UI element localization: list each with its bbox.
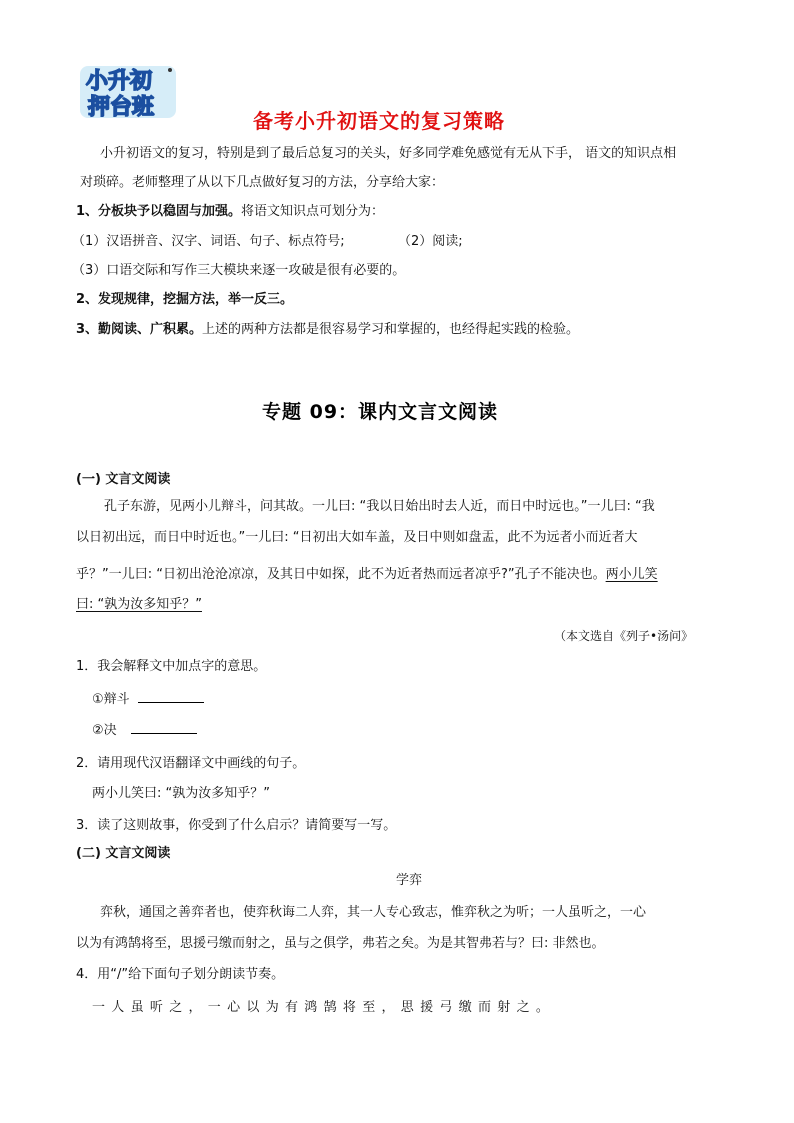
question-1-item-a-label: ①辩斗 <box>92 692 130 707</box>
question-4: 4．用“/”给下面句子划分朗读节奏。 <box>76 967 285 982</box>
part2-text-line-2: 以为有鸿鹄将至，思援弓缴而射之，虽与之俱学，弗若之矣。为是其智弗若与？曰: 非然也。 <box>76 936 605 951</box>
strategy-1 <box>76 202 384 222</box>
part1-underlined-b: 曰: “孰为汝多知乎？” <box>76 597 202 612</box>
question-1-item-b-label: ②决 <box>92 723 117 738</box>
logo-graphic <box>78 62 188 122</box>
part1-text-line-2: 以日初出远，而日中时近也。”一儿曰: “日初出大如车盖，及日中则如盘盂，此不为远者小而近者大 <box>76 530 638 545</box>
strategy-1-heading: 1、分板块予以稳固与加强。 <box>76 204 242 219</box>
answer-blank-b[interactable] <box>131 721 197 734</box>
strategy-3 <box>76 320 579 340</box>
strategy-1-sub-a: （1）汉语拼音、汉字、词语、句子、标点符号; <box>72 234 345 249</box>
part1-text-line-3-main: 乎？”一儿曰: “日初出沧沧凉凉，及其日中如探，此不为近者热而远者凉乎?”孔子不能决也。 <box>76 567 606 582</box>
part2-heading: (二) 文言文阅读 <box>76 846 171 861</box>
part1-heading: (一) 文言文阅读 <box>76 472 171 487</box>
question-2: 2．请用现代汉语翻译文中画线的句子。 <box>76 756 306 771</box>
question-2-quote: 两小儿笑曰: “孰为汝多知乎？” <box>92 786 270 801</box>
strategy-1-sub-c: （3）口语交际和写作三大模块来逐一攻破是很有必要的。 <box>72 263 406 278</box>
question-4-sentence: 一人虽听之，一心以为有鸿鹄将至，思援弓缴而射之。 <box>92 1000 556 1015</box>
strategy-2: 2、发现规律，挖掘方法，举一反三。 <box>76 292 294 307</box>
answer-blank-a[interactable] <box>138 690 204 703</box>
part1-text-line-1: 孔子东游，见两小儿辩斗，问其故。一儿曰: “我以日始出时去人近，而日中时远也。”一儿曰: “我 <box>104 499 655 514</box>
question-1-item-a <box>92 690 204 710</box>
part2-passage-title: 学弈 <box>396 873 423 888</box>
logo <box>78 62 188 122</box>
logo-line-2: 押台班 <box>88 95 155 120</box>
strategy-1-sub-b: （2）阅读; <box>398 234 463 249</box>
strategy-3-text: 上述的两种方法都是很容易学习和掌握的，也经得起实践的检验。 <box>202 322 580 337</box>
question-3: 3．读了这则故事，你受到了什么启示？请简要写一写。 <box>76 818 397 833</box>
part1-text-line-3 <box>76 565 658 585</box>
logo-line-1: 小升初 <box>86 69 153 94</box>
strategy-3-heading: 3、勤阅读、广积累。 <box>76 322 203 337</box>
intro-line-1: 小升初语文的复习，特别是到了最后总复习的关头，好多同学难免感觉有无从下手， 语文的知识点相 <box>100 146 677 161</box>
topic-title: 专题 09：课内文言文阅读 <box>262 401 499 423</box>
part1-underlined-a: 两小儿笑 <box>605 567 658 582</box>
part2-text-line-1: 弈秋，通国之善弈者也，使弈秋诲二人弈，其一人专心致志，惟弈秋之为听；一人虽听之，一心 <box>100 905 647 920</box>
page-title: 备考小升初语文的复习策略 <box>253 109 505 133</box>
strategy-1-text: 将语文知识点可划分为： <box>241 204 385 219</box>
question-1: 1．我会解释文中加点字的意思。 <box>76 659 267 674</box>
part1-source: （本文选自《列子•汤问》 <box>554 629 694 643</box>
intro-line-2: 对琐碎。老师整理了从以下几点做好复习的方法，分享给大家： <box>80 175 445 190</box>
question-1-item-b <box>92 721 197 741</box>
